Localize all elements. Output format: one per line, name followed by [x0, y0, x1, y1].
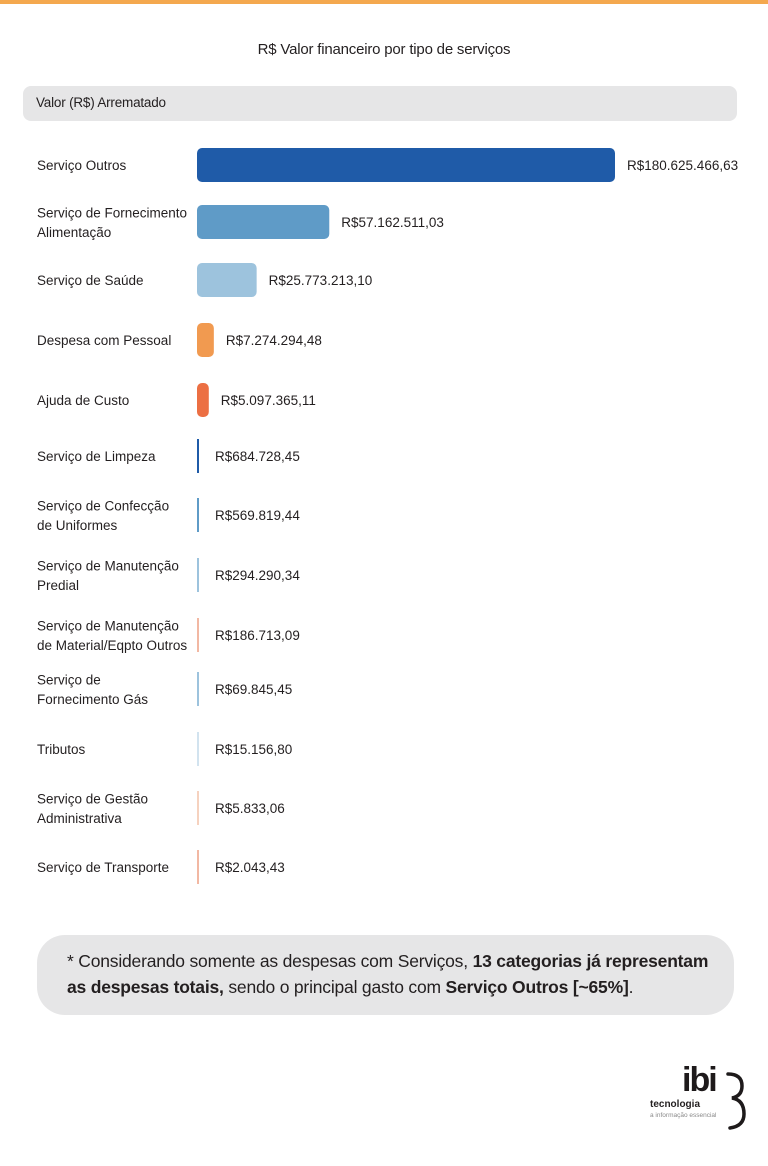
- value-label: R$7.274.294,48: [225, 333, 322, 348]
- bar: [197, 148, 615, 182]
- category-label: Serviço Outros: [37, 158, 127, 173]
- logo-arc-icon: [726, 1070, 748, 1130]
- category-label: Serviço de Gestão Administrativa: [37, 791, 149, 826]
- category-label: Serviço de Limpeza: [37, 449, 156, 464]
- bar: [197, 558, 199, 592]
- value-label: R$684.728,45: [215, 449, 300, 464]
- category-label: Tributos: [37, 742, 86, 757]
- category-label: Serviço de Confecção de Uniformes: [37, 498, 170, 533]
- category-label: Serviço de Fornecimento Alimentação: [37, 205, 188, 240]
- value-label: R$569.819,44: [215, 508, 300, 523]
- note-bold-categories: 13 categorias já representam as despesas totais,: [67, 951, 709, 997]
- bar: [197, 439, 199, 473]
- bar: [197, 618, 199, 652]
- value-label: R$186.713,09: [215, 628, 300, 643]
- note-middle: sendo o principal gasto com: [223, 977, 446, 997]
- value-label: R$294.290,34: [215, 568, 300, 583]
- category-label: Serviço de Manutenção Predial: [37, 558, 179, 593]
- category-label: Serviço de Saúde: [37, 273, 144, 288]
- value-label: R$57.162.511,03: [341, 215, 444, 230]
- value-label: R$5.833,06: [215, 801, 285, 816]
- bar: [197, 498, 199, 532]
- value-label: R$5.097.365,11: [220, 393, 316, 408]
- value-label: R$15.156,80: [215, 742, 293, 757]
- value-label: R$25.773.213,10: [268, 273, 373, 288]
- value-label: R$69.845,45: [215, 682, 293, 697]
- logo-wordmark: ibi: [682, 1061, 716, 1099]
- bar: [197, 850, 199, 884]
- category-label: Serviço de Transporte: [37, 860, 170, 875]
- bar: [197, 732, 199, 766]
- series-header-label: Valor (R$) Arrematado: [36, 95, 166, 110]
- bar: [197, 383, 209, 417]
- category-label: Despesa com Pessoal: [37, 333, 172, 348]
- company-logo: [648, 1061, 748, 1128]
- bar: [197, 791, 199, 825]
- bar: [197, 205, 329, 239]
- bar: [197, 263, 257, 297]
- note-suffix: .: [628, 977, 634, 997]
- logo-subtagline: a informação essencial: [650, 1112, 717, 1119]
- top-accent-line: [0, 0, 768, 4]
- bar: [197, 672, 199, 706]
- value-label: R$180.625.466,63: [627, 158, 739, 173]
- category-label: Serviço de Manutenção de Material/Eqpto Outros: [37, 618, 188, 653]
- note-prefix: * Considerando somente as despesas com Serviços,: [67, 951, 473, 971]
- chart-title: R$ Valor financeiro por tipo de serviços: [257, 41, 511, 58]
- series-header-bar: [23, 86, 737, 121]
- category-label: Serviço de Fornecimento Gás: [37, 672, 149, 707]
- bar-chart: [0, 130, 768, 900]
- category-label: Ajuda de Custo: [37, 393, 130, 408]
- logo-tagline: tecnologia: [650, 1099, 701, 1110]
- summary-note: [37, 935, 734, 1015]
- value-label: R$2.043,43: [215, 860, 285, 875]
- note-bold-main: Serviço Outros [~65%]: [445, 977, 629, 997]
- bar: [197, 323, 214, 357]
